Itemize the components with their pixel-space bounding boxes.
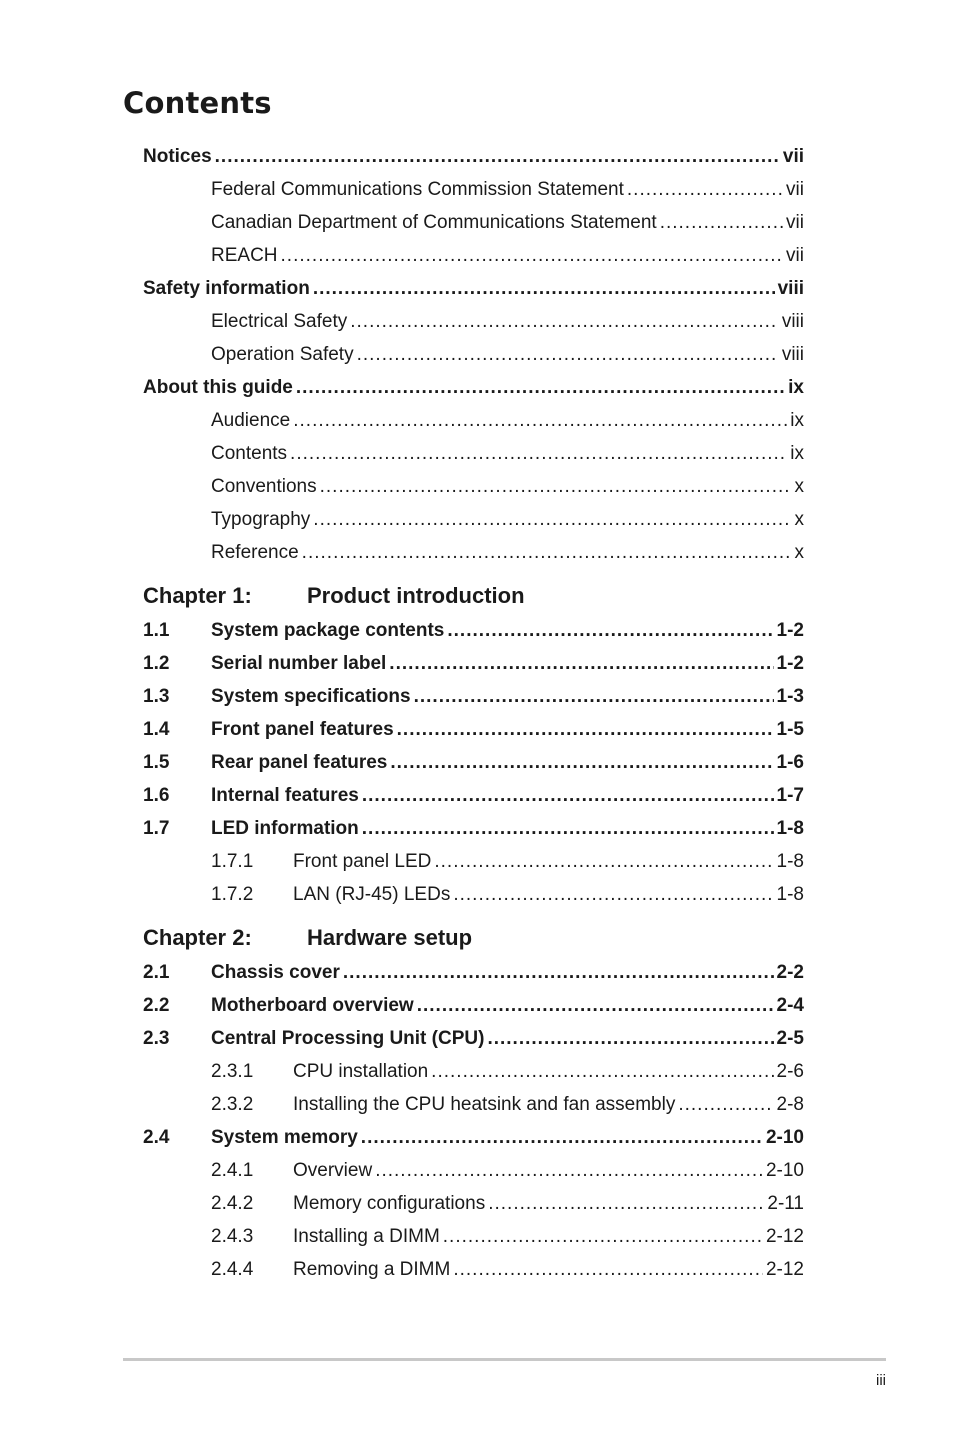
toc-entry-page: vii (782, 146, 804, 167)
toc-entry[interactable] (143, 536, 804, 569)
toc-leader-dots (302, 536, 792, 569)
toc-entry-title: Front panel features (211, 719, 394, 740)
toc-leader-dots (290, 437, 787, 470)
toc-leader-dots (313, 503, 791, 536)
toc-entry-number: 1.4 (143, 719, 170, 740)
toc-entry[interactable] (143, 1055, 804, 1088)
toc-leader-dots (293, 404, 787, 437)
toc-entry[interactable] (143, 713, 804, 746)
toc-leader-dots (389, 647, 773, 680)
toc-leader-dots (453, 1253, 763, 1286)
chapter-title: Hardware setup (307, 925, 473, 950)
toc-leader-dots (488, 1187, 764, 1220)
toc-leader-dots (320, 470, 792, 503)
toc-entry[interactable] (143, 173, 804, 206)
toc-entry[interactable] (143, 239, 804, 272)
toc-entry-title: Canadian Department of Communications Statement (211, 212, 657, 233)
toc-entry-page: 1-8 (776, 851, 804, 872)
toc-entry-title: About this guide (143, 377, 293, 398)
toc-entry[interactable] (143, 1154, 804, 1187)
toc-entry[interactable] (143, 503, 804, 536)
toc-entry-title: System specifications (211, 686, 411, 707)
toc-entry-page: 1-2 (776, 620, 804, 641)
chapter-label: Chapter 2: (143, 925, 252, 950)
toc-entry[interactable] (143, 779, 804, 812)
toc-entry-number: 1.7 (143, 818, 170, 839)
toc-entry-number: 1.1 (143, 620, 170, 641)
toc-entry[interactable] (143, 1121, 804, 1154)
toc-entry-title: Serial number label (211, 653, 387, 674)
toc-entry-page: viii (781, 344, 804, 365)
toc-entry[interactable] (143, 614, 804, 647)
toc-entry-number: 2.4.4 (211, 1259, 254, 1280)
toc-entry[interactable] (143, 1220, 804, 1253)
toc-entry-title: Contents (211, 443, 288, 464)
toc-leader-dots (296, 371, 785, 404)
table-of-contents (143, 140, 804, 1286)
toc-entry-page: 2-5 (776, 1028, 804, 1049)
toc-entry-page: 2-10 (765, 1160, 804, 1181)
toc-entry-title: Notices (143, 146, 212, 167)
toc-leader-dots (443, 1220, 763, 1253)
toc-entry[interactable] (143, 371, 804, 404)
chapter-label: Chapter 1: (143, 583, 252, 608)
toc-entry-number: 2.4.3 (211, 1226, 254, 1247)
toc-leader-dots (350, 305, 779, 338)
toc-entry-number: 2.3.1 (211, 1061, 254, 1082)
toc-entry-page: viii (777, 278, 804, 299)
page-number: iii (876, 1372, 886, 1389)
toc-entry-number: 1.5 (143, 752, 170, 773)
toc-entry-title: System package contents (211, 620, 445, 641)
toc-entry-page: vii (786, 179, 804, 200)
toc-entry-page: 2-12 (765, 1226, 804, 1247)
footer-divider (123, 1358, 886, 1361)
toc-entry-page: 1-8 (776, 818, 804, 839)
toc-entry-page: vii (786, 212, 804, 233)
toc-entry-page: 2-2 (776, 962, 804, 983)
toc-entry-title: Motherboard overview (211, 995, 414, 1016)
toc-entry[interactable] (143, 989, 804, 1022)
toc-entry[interactable] (143, 845, 804, 878)
toc-entry[interactable] (143, 1253, 804, 1286)
toc-entry-number: 1.3 (143, 686, 170, 707)
toc-entry[interactable] (143, 338, 804, 371)
toc-entry[interactable] (143, 404, 804, 437)
toc-entry-title: Electrical Safety (211, 311, 348, 332)
toc-entry-page: 1-7 (776, 785, 804, 806)
toc-leader-dots (357, 338, 779, 371)
chapter-heading (143, 581, 804, 611)
toc-entry-page: 1-5 (776, 719, 804, 740)
toc-leader-dots (487, 1022, 773, 1055)
chapter-title: Product introduction (307, 583, 525, 608)
toc-leader-dots (447, 614, 773, 647)
toc-entry-title: REACH (211, 245, 278, 266)
toc-entry-title: Memory configurations (293, 1193, 486, 1214)
toc-entry-title: LED information (211, 818, 359, 839)
toc-entry-title: Internal features (211, 785, 359, 806)
toc-leader-dots (414, 680, 774, 713)
toc-entry-number: 1.2 (143, 653, 170, 674)
toc-entry-page: 2-4 (776, 995, 804, 1016)
toc-entry-number: 2.1 (143, 962, 170, 983)
toc-leader-dots (362, 812, 774, 845)
toc-leader-dots (417, 989, 774, 1022)
toc-entry-title: Operation Safety (211, 344, 354, 365)
toc-entry[interactable] (143, 680, 804, 713)
toc-entry-page: 2-8 (776, 1094, 804, 1115)
toc-entry-title: Central Processing Unit (CPU) (211, 1028, 485, 1049)
toc-entry-title: Installing a DIMM (293, 1226, 440, 1247)
toc-entry[interactable] (143, 305, 804, 338)
toc-leader-dots (660, 206, 783, 239)
toc-entry-title: Safety information (143, 278, 310, 299)
toc-entry-number: 2.2 (143, 995, 170, 1016)
toc-leader-dots (361, 1121, 763, 1154)
toc-entry[interactable] (143, 812, 804, 845)
toc-entry-page: 2-10 (765, 1127, 804, 1148)
toc-entry[interactable] (143, 140, 804, 173)
toc-entry-page: 1-3 (776, 686, 804, 707)
toc-entry-number: 2.3 (143, 1028, 170, 1049)
toc-entry[interactable] (143, 272, 804, 305)
toc-entry-title: Federal Communications Commission Statement (211, 179, 624, 200)
toc-entry-page: x (794, 476, 804, 497)
toc-entry-title: Removing a DIMM (293, 1259, 451, 1280)
toc-entry[interactable] (143, 647, 804, 680)
toc-entry-page: ix (790, 443, 804, 464)
toc-entry-title: System memory (211, 1127, 358, 1148)
toc-entry-number: 1.7.2 (211, 884, 254, 905)
toc-entry-number: 2.4 (143, 1127, 170, 1148)
toc-entry[interactable] (143, 956, 804, 989)
toc-entry-title: Chassis cover (211, 962, 340, 983)
toc-entry[interactable] (143, 1088, 804, 1121)
toc-entry-title: Installing the CPU heatsink and fan assembly (293, 1094, 676, 1115)
toc-leader-dots (281, 239, 784, 272)
toc-entry-number: 2.4.1 (211, 1160, 254, 1181)
toc-leader-dots (362, 779, 774, 812)
toc-leader-dots (215, 140, 780, 173)
toc-leader-dots (397, 713, 774, 746)
toc-entry-title: Overview (293, 1160, 373, 1181)
toc-entry-title: Front panel LED (293, 851, 432, 872)
toc-entry-title: Audience (211, 410, 291, 431)
toc-entry[interactable] (143, 206, 804, 239)
toc-entry[interactable] (143, 878, 804, 911)
toc-entry-title: LAN (RJ-45) LEDs (293, 884, 451, 905)
page-title: Contents (123, 86, 272, 120)
toc-entry[interactable] (143, 746, 804, 779)
toc-entry-number: 2.3.2 (211, 1094, 254, 1115)
toc-leader-dots (343, 956, 774, 989)
toc-entry-page: 1-6 (776, 752, 804, 773)
toc-leader-dots (627, 173, 783, 206)
toc-entry-page: ix (788, 377, 804, 398)
toc-entry[interactable] (143, 1187, 804, 1220)
toc-leader-dots (431, 1055, 773, 1088)
toc-entry-title: Reference (211, 542, 299, 563)
toc-entry-page: 2-12 (765, 1259, 804, 1280)
toc-entry-title: Conventions (211, 476, 317, 497)
chapter-heading (143, 923, 804, 953)
toc-entry[interactable] (143, 437, 804, 470)
toc-entry[interactable] (143, 470, 804, 503)
toc-entry-number: 1.7.1 (211, 851, 254, 872)
toc-entry-title: Rear panel features (211, 752, 388, 773)
toc-entry-page: 2-6 (776, 1061, 804, 1082)
toc-entry-page: ix (790, 410, 804, 431)
toc-entry-page: x (794, 542, 804, 563)
toc-entry-page: vii (786, 245, 804, 266)
toc-leader-dots (375, 1154, 763, 1187)
toc-entry-page: 1-2 (776, 653, 804, 674)
toc-entry-page: 1-8 (776, 884, 804, 905)
toc-entry-page: 2-11 (767, 1193, 804, 1214)
toc-entry-title: CPU installation (293, 1061, 429, 1082)
toc-entry-number: 1.6 (143, 785, 170, 806)
toc-leader-dots (313, 272, 775, 305)
toc-entry-page: x (794, 509, 804, 530)
toc-leader-dots (434, 845, 773, 878)
toc-entry-page: viii (781, 311, 804, 332)
toc-leader-dots (678, 1088, 773, 1121)
toc-entry-number: 2.4.2 (211, 1193, 254, 1214)
toc-leader-dots (453, 878, 773, 911)
toc-entry-title: Typography (211, 509, 311, 530)
toc-entry[interactable] (143, 1022, 804, 1055)
toc-leader-dots (390, 746, 773, 779)
